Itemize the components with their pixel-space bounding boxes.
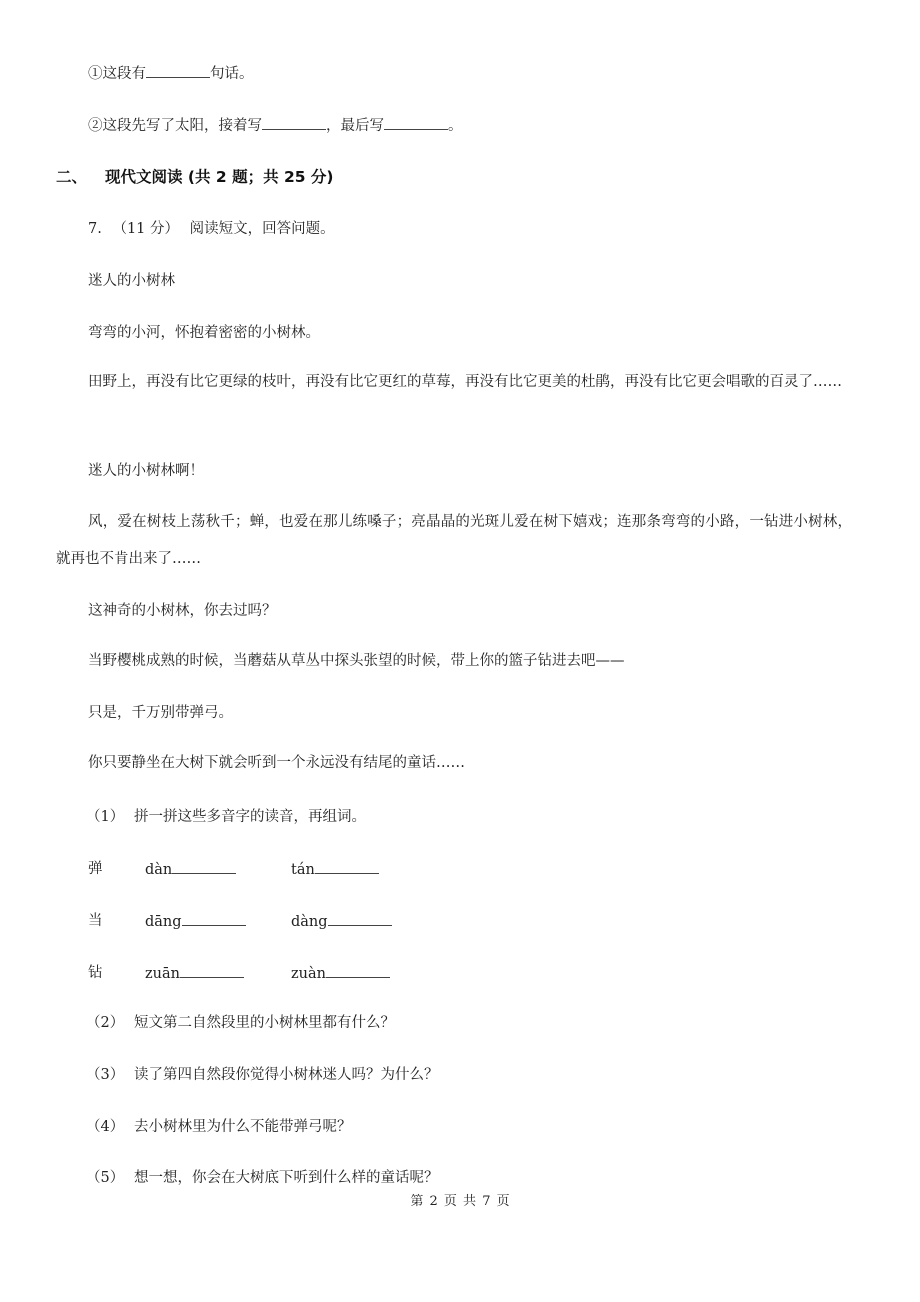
prev-subquestion-1-prefix: ①这段有 <box>88 66 146 82</box>
question-points: （11 分） <box>112 221 180 237</box>
section-number: 二、 <box>56 168 88 186</box>
polyphone-row-dang <box>0 911 920 931</box>
prev-subquestion-2 <box>88 115 463 136</box>
subquestion-text: 想一想，你会在大树底下听到什么样的童话呢？ <box>134 1170 439 1186</box>
prev-subquestion-2-end: 。 <box>448 118 463 134</box>
answer-blank[interactable] <box>146 63 210 78</box>
question-number: 7. <box>88 221 102 237</box>
subquestion-number: （5） <box>86 1170 125 1186</box>
polyphone-hanzi: 钻 <box>88 965 103 981</box>
page-footer: 第 2 页 共 7 页 <box>410 1194 510 1209</box>
subquestion-1 <box>86 807 366 827</box>
answer-blank[interactable] <box>172 859 236 874</box>
polyphone-reading-2 <box>291 859 379 880</box>
polyphone-row-zuan <box>0 963 920 983</box>
question-prompt: 阅读短文，回答问题。 <box>189 221 335 237</box>
passage-paragraph-4: 风，爱在树枝上荡秋千；蝉，也爱在那儿练嗓子；亮晶晶的光斑儿爱在树下嬉戏；连那条弯弯的小路，一钻进小树林，就再也不肯出来了…… <box>56 514 852 567</box>
polyphone-row-dan <box>0 859 920 879</box>
subquestion-text: 读了第四自然段你觉得小树林迷人吗？为什么？ <box>134 1067 439 1083</box>
subquestion-5 <box>86 1168 439 1188</box>
subquestion-text: 短文第二自然段里的小树林里都有什么？ <box>134 1015 395 1031</box>
passage-paragraph-6: 当野樱桃成熟的时候，当蘑菇从草丛中探头张望的时候，带上你的篮子钻进去吧—— <box>88 653 625 669</box>
subquestion-number: （1） <box>86 809 125 825</box>
prev-subquestion-2-mid: ，最后写 <box>326 118 384 134</box>
pinyin: tán <box>291 862 315 878</box>
answer-blank[interactable] <box>384 115 448 130</box>
subquestion-text: 去小树林里为什么不能带弹弓呢？ <box>134 1119 352 1135</box>
passage-title: 迷人的小树林 <box>88 273 175 289</box>
pinyin: dàng <box>291 914 328 930</box>
passage-paragraph-1: 弯弯的小河，怀抱着密密的小树林。 <box>88 325 320 341</box>
polyphone-reading-1 <box>145 911 246 932</box>
polyphone-reading-2 <box>291 963 390 984</box>
prev-subquestion-1 <box>88 63 254 84</box>
polyphone-reading-2 <box>291 911 392 932</box>
subquestion-4 <box>86 1117 352 1137</box>
subquestion-2 <box>86 1013 395 1033</box>
answer-blank[interactable] <box>315 859 379 874</box>
subquestion-text: 拼一拼这些多音字的读音，再组词。 <box>134 809 366 825</box>
section-title: 现代文阅读 (共 2 题；共 25 分) <box>105 168 334 186</box>
polyphone-hanzi: 当 <box>88 913 103 929</box>
polyphone-reading-1 <box>145 963 244 984</box>
answer-blank[interactable] <box>262 115 326 130</box>
prev-subquestion-2-prefix: ②这段先写了太阳，接着写 <box>88 118 262 134</box>
polyphone-hanzi: 弹 <box>88 861 103 877</box>
passage-paragraph-2: 田野上，再没有比它更绿的枝叶，再没有比它更红的草莓，再没有比它更美的杜鹃，再没有比它更会唱歌的百灵了…… <box>88 374 842 390</box>
prev-subquestion-1-suffix: 句话。 <box>210 66 254 82</box>
subquestion-number: （3） <box>86 1067 125 1083</box>
pinyin: zuàn <box>291 966 326 982</box>
passage-paragraph-3: 迷人的小树林啊！ <box>88 463 204 479</box>
pinyin: dāng <box>145 914 182 930</box>
answer-blank[interactable] <box>180 963 244 978</box>
pinyin: dàn <box>145 862 173 878</box>
subquestion-3 <box>86 1065 439 1085</box>
question-7-header <box>88 219 335 239</box>
subquestion-number: （2） <box>86 1015 125 1031</box>
passage-paragraph-8: 你只要静坐在大树下就会听到一个永远没有结尾的童话…… <box>88 755 465 771</box>
answer-blank[interactable] <box>328 911 392 926</box>
subquestion-number: （4） <box>86 1119 125 1135</box>
answer-blank[interactable] <box>182 911 246 926</box>
polyphone-reading-1 <box>145 859 236 880</box>
pinyin: zuān <box>145 966 180 982</box>
passage-paragraph-7: 只是，千万别带弹弓。 <box>88 705 233 721</box>
answer-blank[interactable] <box>326 963 390 978</box>
section-heading <box>56 167 334 187</box>
passage-paragraph-5: 这神奇的小树林，你去过吗？ <box>88 603 277 619</box>
